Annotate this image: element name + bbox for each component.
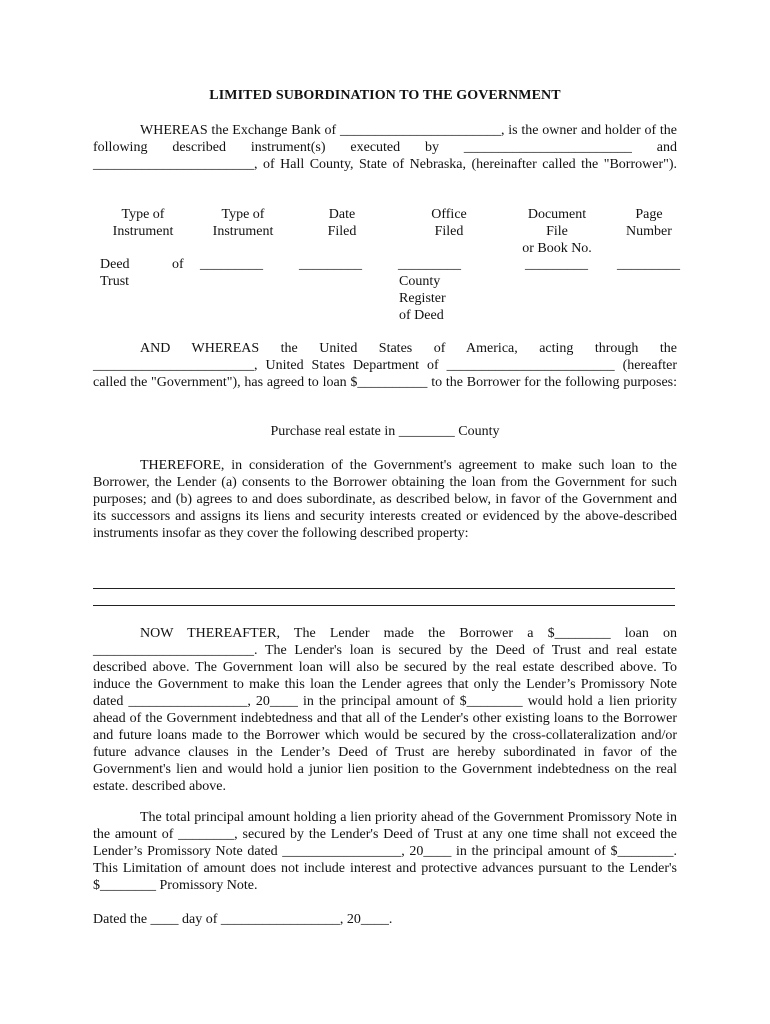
property-description-line-2 xyxy=(93,605,675,606)
row-trust-label: Trust xyxy=(100,274,130,289)
dated-line: Dated the ____ day of _________________, 20____. xyxy=(93,912,393,927)
purpose-line: Purchase real estate in ________ County xyxy=(270,424,500,439)
and-whereas-paragraph: AND WHEREAS the United States of America, acting through the _______________________, United States Department of ________________________ (hereafter called the "Government"), has agreed to loan $__________ to the Borrower for the following purposes: xyxy=(93,341,677,390)
row-blank-page: _________ xyxy=(617,257,680,272)
row-blank-date: _________ xyxy=(299,257,362,272)
header-date-filed: Date Filed xyxy=(327,207,357,239)
whereas-paragraph: WHEREAS the Exchange Bank of _______________________, is the owner and holder of the following described instrument(s) executed by ________________________ and _______________________, of Hall County, State of Nebraska, (hereinafter called the "Borrower"). xyxy=(93,123,677,172)
now-thereafter-paragraph: NOW THEREAFTER, The Lender made the Borrower a $________ loan on _______________________. The Lender's loan is secured by the Deed of Trust and real estate described above. The Government loan will also be secured by the real estate described above. To induce the Government to make this loan the Lender agrees that only the Lender’s Promissory Note dated _________________, 20____ in the principal amount of $________ would hold a lien priority ahead of the Government indebtedness and that all of the Lender's other existing loans to the Borrower and future loans made to the Borrower which would be secured by the cross-collateralization and/or future advance clauses in the Lender’s Deed of Trust are hereby subordinated in favor of the Government's lien and would hold a junior lien position to the Government indebtedness on the real estate. described above. xyxy=(93,626,677,794)
row-office-county-register: County Register of Deed xyxy=(399,274,446,323)
row-blank-type: _________ xyxy=(200,257,263,272)
header-page-number: Page Number xyxy=(626,207,672,239)
header-type-of-instrument-2: Type of Instrument xyxy=(212,207,274,239)
row-of-label: of xyxy=(172,257,184,272)
therefore-paragraph: THEREFORE, in consideration of the Government's agreement to make such loan to the Borrower, the Lender (a) consents to the Borrower obtaining the loan from the Government for such purposes; and (b) agrees to and does subordinate, as described below, in favor of the Government and its successors and assigns its liens and security interests created or evidenced by the above-described instruments insofar as they cover the following described property: xyxy=(93,458,677,541)
total-principal-paragraph: The total principal amount holding a lien priority ahead of the Government Promissory Note in the amount of ________, secured by the Lender's Deed of Trust at any one time shall not exceed the Lender’s Promissory Note dated _________________, 20____ in the principal amount of $________. This Limitation of amount does not include interest and protective advances pursuant to the Lender's $________ Promissory Note. xyxy=(93,810,677,893)
document-title: LIMITED SUBORDINATION TO THE GOVERNMENT xyxy=(209,88,561,103)
header-type-of-instrument-1: Type of Instrument xyxy=(112,207,174,239)
header-office-filed: Office Filed xyxy=(431,207,467,239)
row-deed-label: Deed xyxy=(100,257,130,272)
row-blank-document: _________ xyxy=(525,257,588,272)
row-blank-office: _________ xyxy=(398,257,461,272)
property-description-line-1 xyxy=(93,588,675,589)
header-document-file: Document File or Book No. xyxy=(522,207,592,256)
